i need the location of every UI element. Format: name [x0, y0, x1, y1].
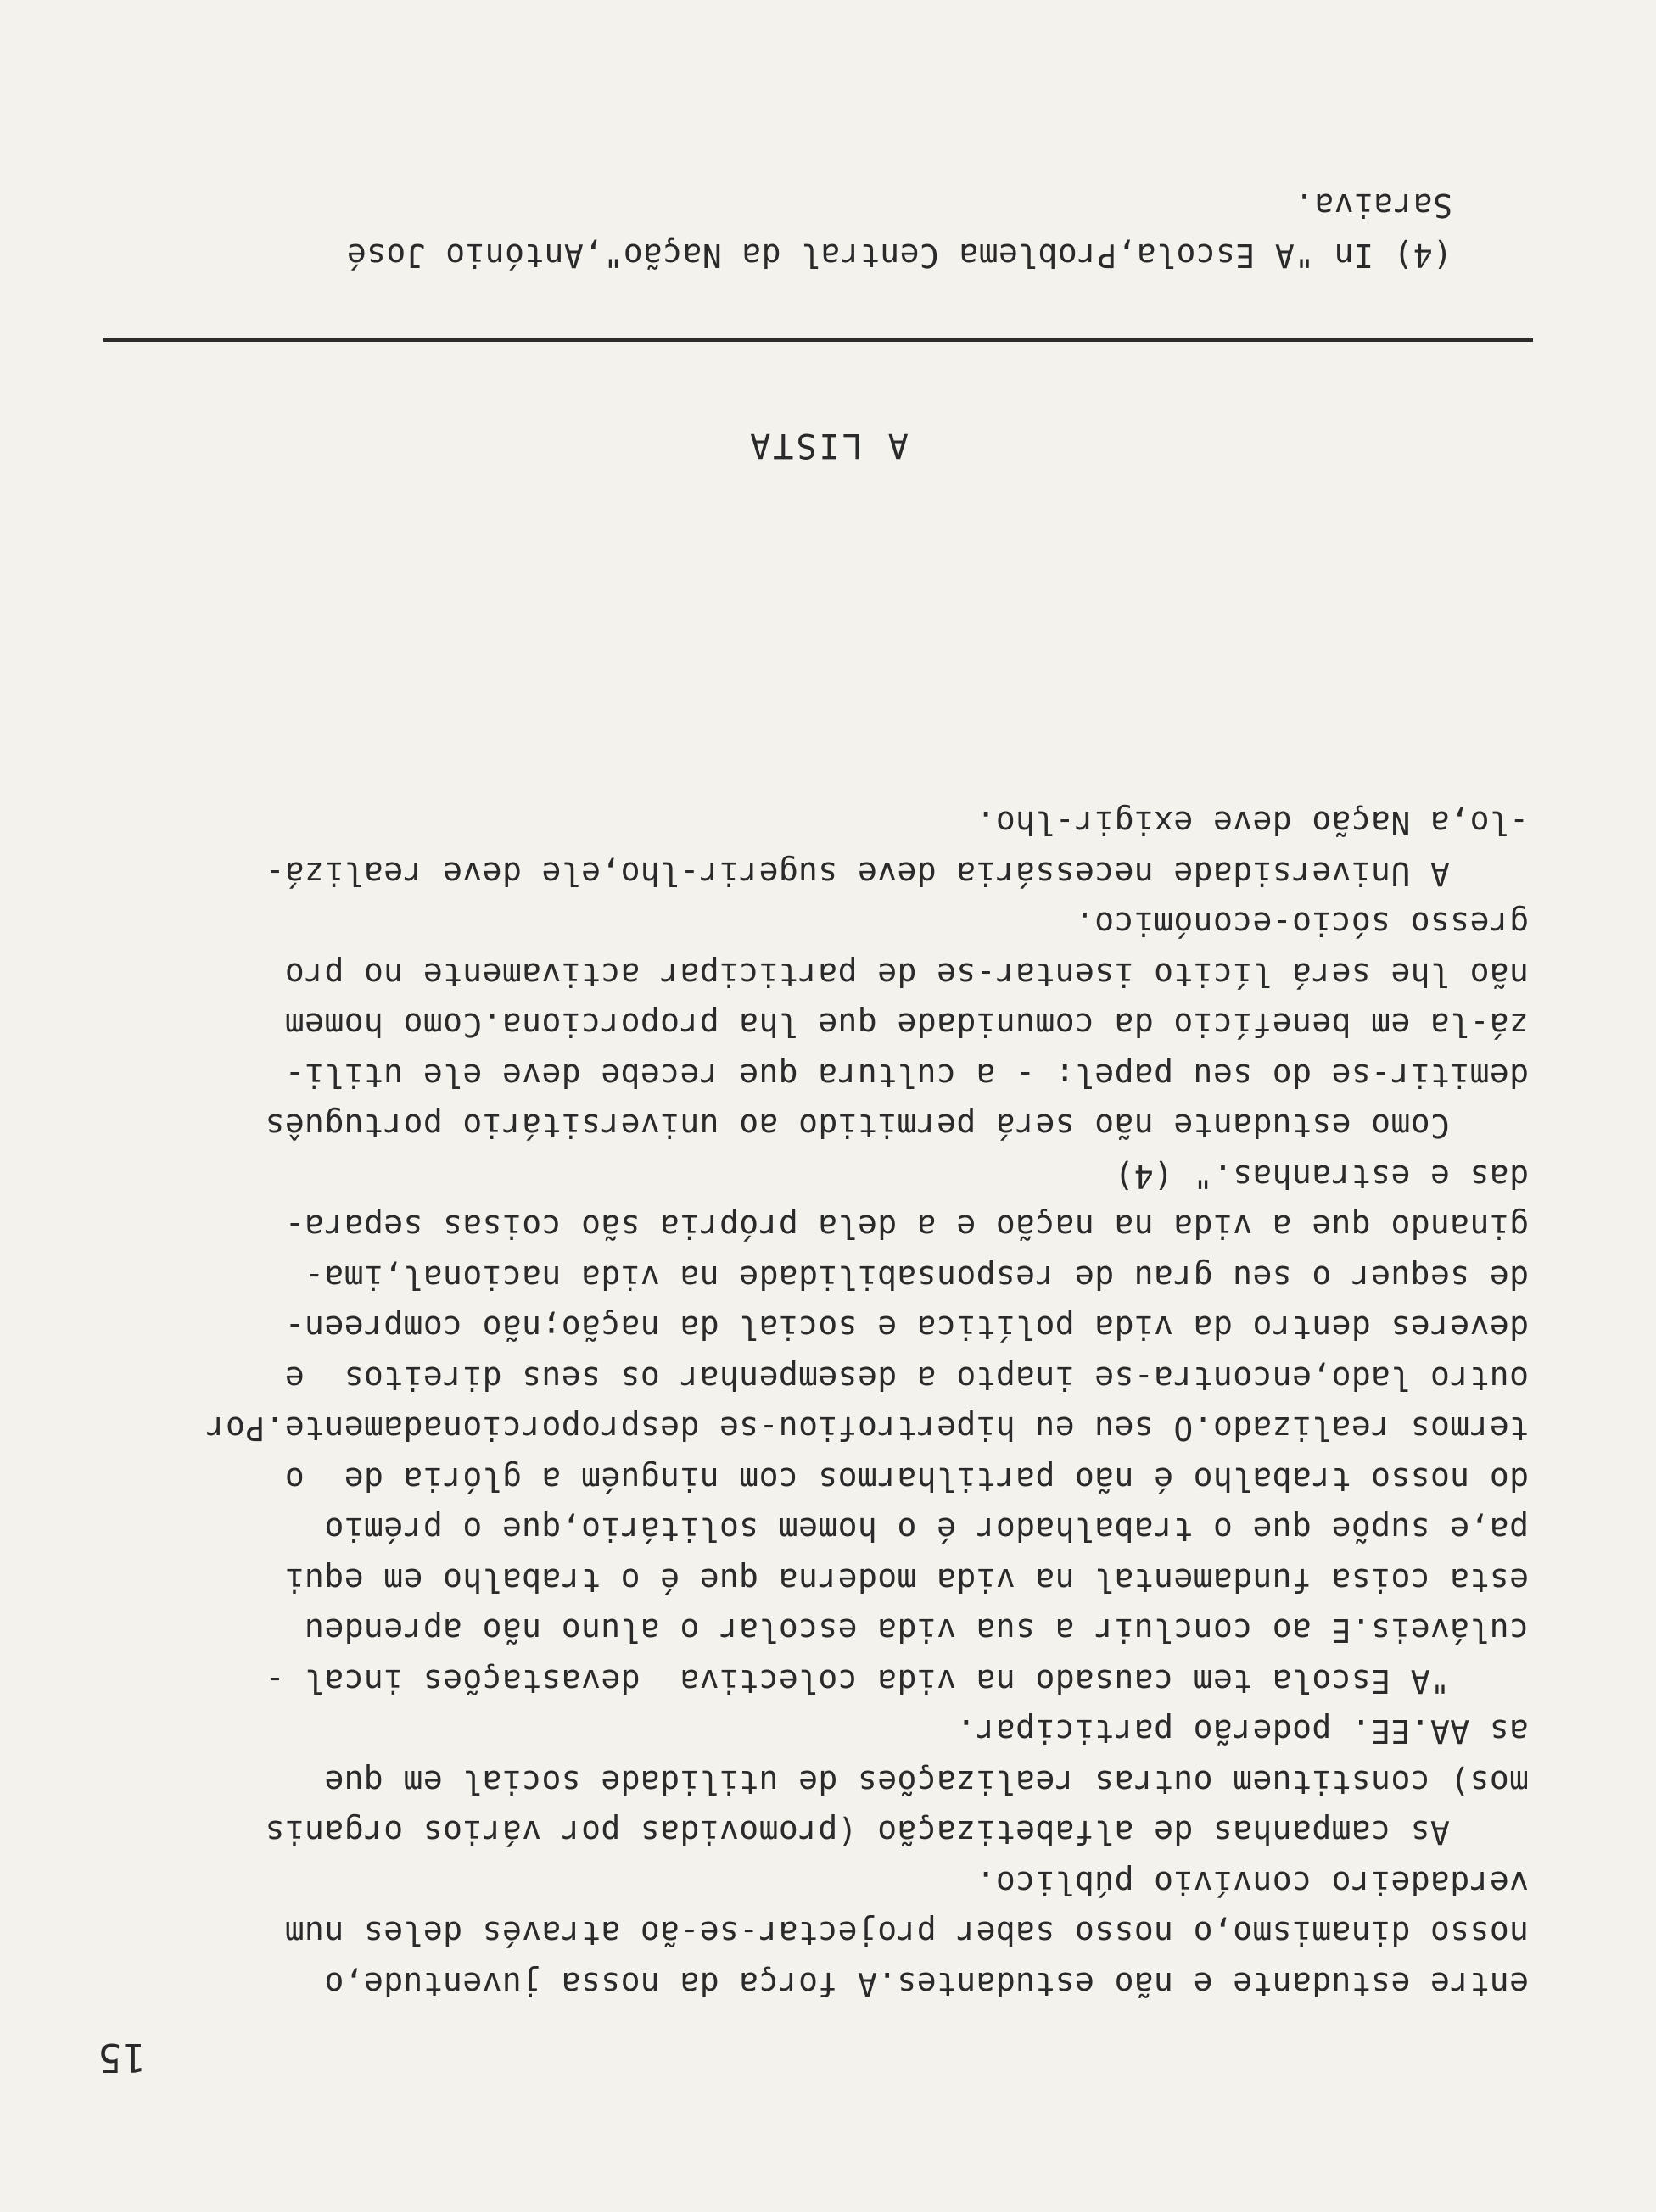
page-number: 15 — [97, 2035, 146, 2081]
section-title: A LISTA — [747, 426, 909, 465]
footnote-divider — [104, 338, 1533, 342]
footnote: (4) In "A Escola,Problema Central da Nação",António José Saraiva. — [346, 187, 1452, 274]
body-text: entre estudante e não estudantes.A força da nossa juventude,o nosso dinamismo,o nosso saber projectar-se-ão através deles num verdadeiro convívio público. As campanhas de alfabetização (promovidas por vários organis mos) constituem outras realizações de utilidade social em que as AA.EE. poderão participar. "A Escola tem causado na vida colectiva devastações incal - culáveis.E ao concluir a sua vida escolar o aluno não aprendeu esta coisa fundamental na vida moderna que é o trabalho em equi pa,e supõe que o trabalhador é o homem solitário,que o prémio do nosso trabalho é não partilharmos com ninguém a glória de o termos realizado.O seu eu hipertrofiou-se desproporcionadamente.Por outro lado,encontra-se inapto a desempenhar os seus direitos e deveres dentro da vida política e social da nação;não compreen- de sequer o seu grau de responsabilidade na vida nacional,ima- ginando que a vida na nação e a dela própria são coisas separa- das e estranhas." (4) Como estudante não será permitido ao universitário português demitir-se do seu papel: - a cultura que recebe deve ele utili- zá-la em benefício da comunidade que lha proporciona.Como homem não lhe será lícito isentar-se de participar activamente no pro gresso sócio-económico. A Universidade necessária deve sugerir-lho,ele deve realizá- -lo,a Nação deve exigir-lho. — [205, 804, 1529, 2003]
